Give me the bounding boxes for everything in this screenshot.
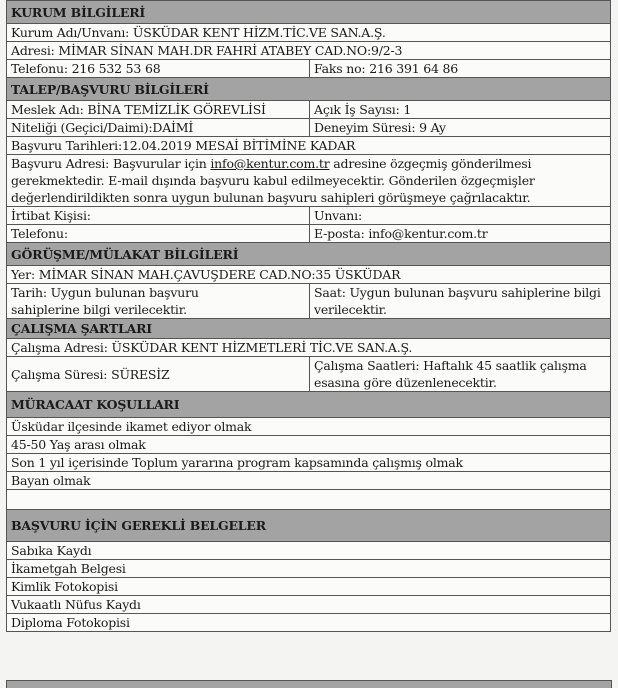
basvuru-tarihleri: Başvuru Tarihleri:12.04.2019 MESAİ BİTİMİNE KADAR — [7, 137, 611, 155]
kurum-adres: Adresi: MİMAR SİNAN MAH.DR FAHRİ ATABEY CAD.NO:9/2-3 — [7, 42, 611, 60]
section-header-talep — [7, 78, 611, 101]
table-row — [7, 266, 611, 284]
muracaat-kosul: Üsküdar ilçesinde ikamet ediyor olmak — [7, 418, 611, 436]
section-header-belgeler — [7, 510, 611, 542]
section-title-belgeler: BAŞVURU İÇİN GEREKLİ BELGELER — [7, 510, 611, 542]
calisma-adresi: Çalışma Adresi: ÜSKÜDAR KENT HİZMETLERİ TİC.VE SAN.A.Ş. — [7, 339, 611, 357]
gorusme-yer: Yer: MİMAR SİNAN MAH.ÇAVUŞDERE CAD.NO:35 ÜSKÜDAR — [7, 266, 611, 284]
list-item — [7, 614, 611, 632]
table-row — [7, 137, 611, 155]
section-header-kurum — [7, 1, 611, 24]
muracaat-kosul: Son 1 yıl içerisinde Toplum yararına program kapsamında çalışmış olmak — [7, 454, 611, 472]
section-title-calisma: ÇALIŞMA ŞARTLARI — [7, 319, 611, 339]
table-row — [7, 339, 611, 357]
acik-is-sayisi: Açık İş Sayısı: 1 — [310, 101, 611, 119]
meslek-adi: Meslek Adı: BİNA TEMİZLİK GÖREVLİSİ — [7, 101, 310, 119]
table-row — [7, 101, 611, 119]
irtibat-telefon: Telefonu: — [7, 225, 310, 243]
basvuru-adresi-prefix: Başvuru Adresi: Başvurular için — [11, 156, 211, 171]
list-item — [7, 578, 611, 596]
job-posting-form — [6, 0, 610, 632]
basvuru-adresi — [7, 155, 611, 207]
job-posting-table — [6, 0, 611, 632]
table-row — [7, 207, 611, 225]
gerekli-belge: Sabıka Kaydı — [7, 542, 611, 560]
irtibat-eposta: E-posta: info@kentur.com.tr — [310, 225, 611, 243]
empty-cell — [7, 490, 611, 510]
table-row — [7, 119, 611, 137]
list-item — [7, 454, 611, 472]
gerekli-belge: Kimlik Fotokopisi — [7, 578, 611, 596]
muracaat-kosul: 45-50 Yaş arası olmak — [7, 436, 611, 454]
table-row — [7, 284, 611, 319]
list-item — [7, 596, 611, 614]
table-row — [7, 60, 611, 78]
niteligi: Niteliği (Geçici/Daimi):DAİMİ — [7, 119, 310, 137]
section-title-muracaat: MÜRACAAT KOŞULLARI — [7, 392, 611, 418]
section-header-muracaat — [7, 392, 611, 418]
empty-row — [7, 490, 611, 510]
list-item — [7, 542, 611, 560]
section-title-kurum: KURUM BİLGİLERİ — [7, 1, 611, 24]
irtibat-kisisi: İrtibat Kişisi: — [7, 207, 310, 225]
section-header-gorusme — [7, 243, 611, 266]
gerekli-belge: İkametgah Belgesi — [7, 560, 611, 578]
table-row — [7, 42, 611, 60]
email-link[interactable]: info@kentur.com.tr — [210, 156, 330, 171]
muracaat-kosul: Bayan olmak — [7, 472, 611, 490]
table-row — [7, 225, 611, 243]
section-title-gorusme: GÖRÜŞME/MÜLAKAT BİLGİLERİ — [7, 243, 611, 266]
table-row — [7, 24, 611, 42]
gorusme-tarih: Tarih: Uygun bulunan başvuru sahiplerine bilgi verilecektir. — [7, 284, 310, 319]
section-title-talep: TALEP/BAŞVURU BİLGİLERİ — [7, 78, 611, 101]
kurum-faks: Faks no: 216 391 64 86 — [310, 60, 611, 78]
gerekli-belge: Vukaatlı Nüfus Kaydı — [7, 596, 611, 614]
list-item — [7, 472, 611, 490]
kurum-adi: Kurum Adı/Unvanı: ÜSKÜDAR KENT HİZM.TİC.VE SAN.A.Ş. — [7, 24, 611, 42]
gerekli-belge: Diploma Fotokopisi — [7, 614, 611, 632]
list-item — [7, 560, 611, 578]
section-header-calisma — [7, 319, 611, 339]
list-item — [7, 436, 611, 454]
calisma-saatleri: Çalışma Saatleri: Haftalık 45 saatlik çalışma esasına göre düzenlenecektir. — [310, 357, 611, 392]
table-row — [7, 155, 611, 207]
unvani: Unvanı: — [310, 207, 611, 225]
deneyim-suresi: Deneyim Süresi: 9 Ay — [310, 119, 611, 137]
basvuru-adresi-suffix: adresine özgeçmiş gönderilmesi gerekmektedir. E-mail dışında başvuru kabul edilmeyecektir. Gönderilen özgeçmişler değerlendirildikten sonra uygun bulunan başvuru sahipleri görüşmeye çağrılacaktır. — [11, 156, 535, 205]
table-row — [7, 357, 611, 392]
kurum-telefon: Telefonu: 216 532 53 68 — [7, 60, 310, 78]
list-item — [7, 418, 611, 436]
calisma-suresi: Çalışma Süresi: SÜRESİZ — [7, 357, 310, 392]
gorusme-saat: Saat: Uygun bulunan başvuru sahiplerine bilgi verilecektir. — [310, 284, 611, 319]
